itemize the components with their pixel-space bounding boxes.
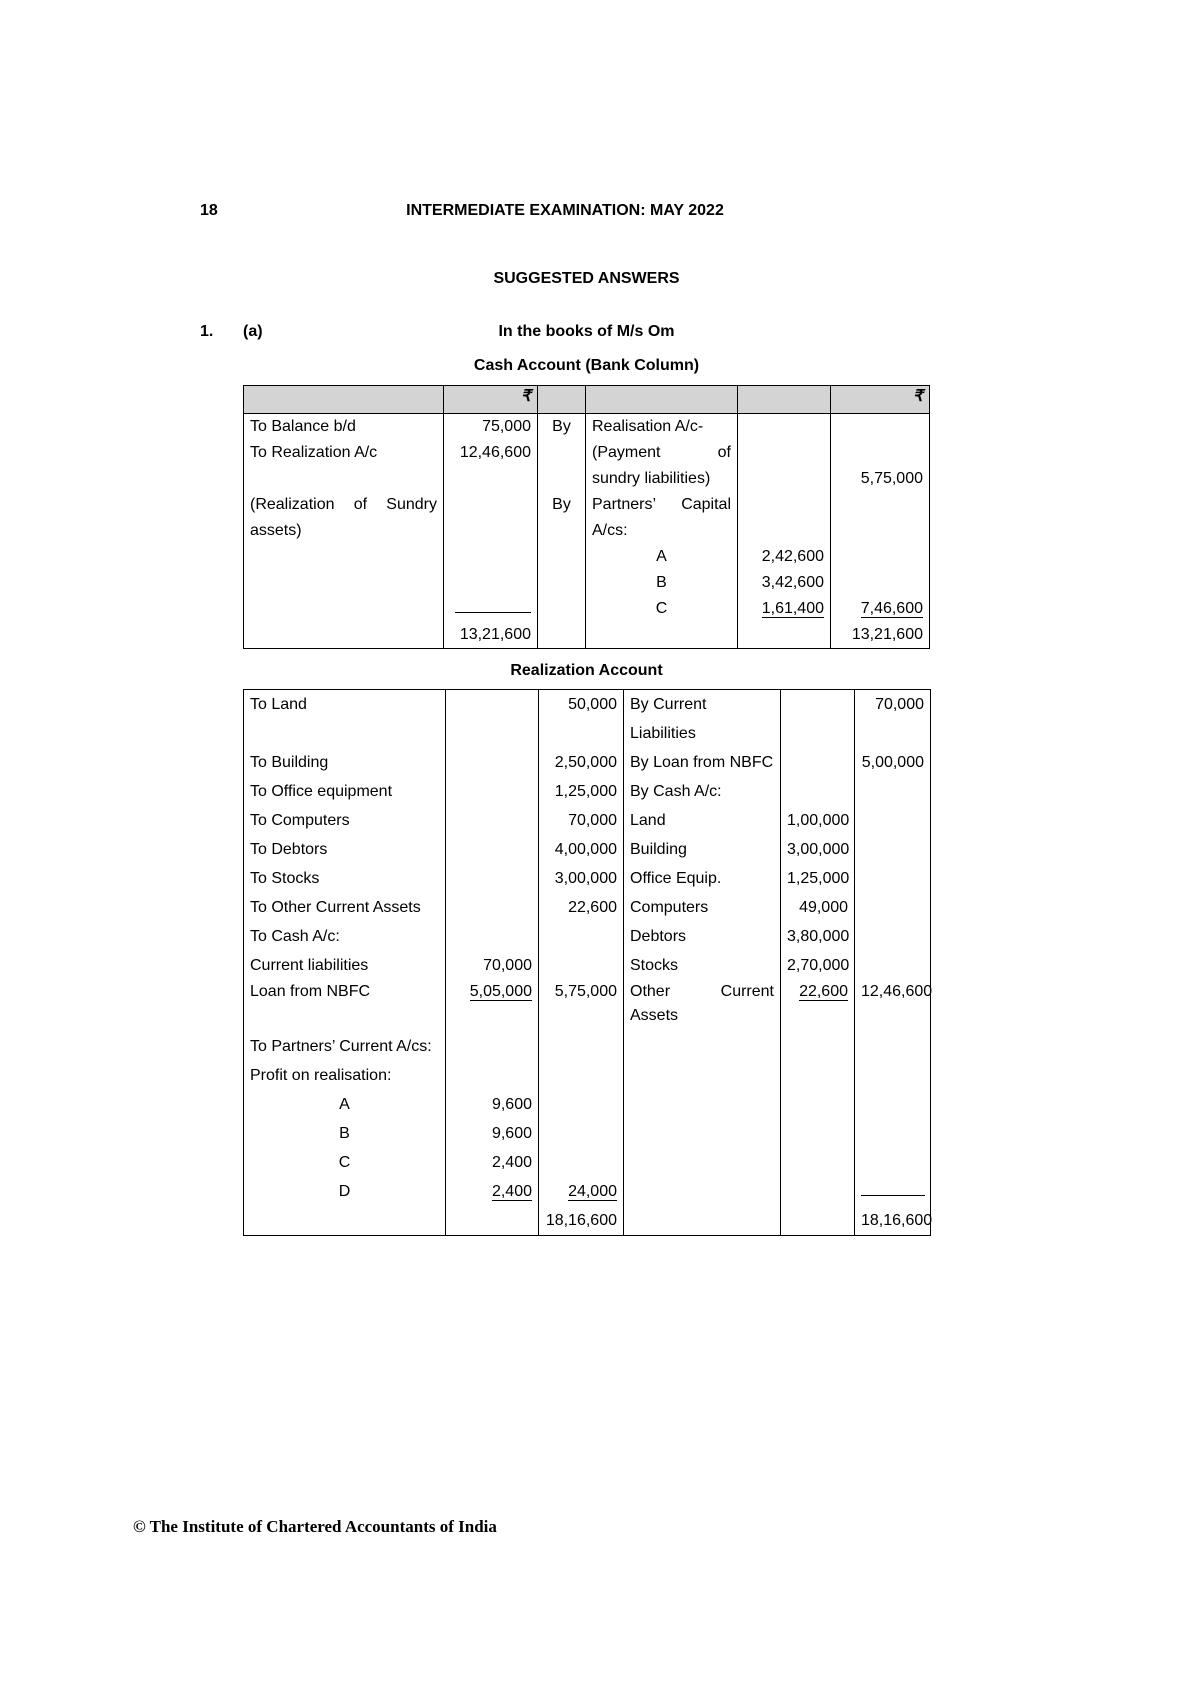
table-row: [244, 777, 931, 806]
cell-debit-particulars: To Office equipment: [244, 777, 446, 806]
table-row: [244, 1177, 931, 1206]
cell-debit-amount: [539, 1177, 624, 1206]
cell-debit-subamount: [446, 806, 539, 835]
table-row: [244, 835, 931, 864]
cell-credit-amount: [855, 1148, 931, 1177]
cell-debit-particulars: To Balance b/d: [244, 414, 444, 441]
cell-by-label: [538, 596, 586, 622]
header-blank-cell: [538, 386, 586, 414]
cell-debit-particulars: To Cash A/c:: [244, 922, 446, 951]
cell-partner-label: B: [586, 570, 738, 596]
cell-debit-particulars: [244, 466, 444, 492]
cell-debit-particulars: (Realization of Sundry: [244, 492, 444, 518]
table-row: [244, 1090, 931, 1119]
cell-debit-subamount: 9,600: [446, 1119, 539, 1148]
table-row: [244, 492, 930, 518]
cell-credit-particulars: A/cs:: [586, 518, 738, 544]
credit-particulars-line: Other Current: [630, 983, 774, 1000]
cell-debit-amount: 75,000: [444, 414, 538, 441]
cell-credit-subamount: 2,42,600: [738, 544, 831, 570]
cell-partner-label: C: [244, 1148, 446, 1177]
total-rule: [861, 1181, 925, 1196]
cell-debit-amount: 50,000: [539, 690, 624, 749]
subtotal-underlined: 22,600: [799, 983, 848, 1000]
table-row: [244, 806, 931, 835]
cell-debit-amount: 22,600: [539, 893, 624, 922]
cell-debit-amount: [444, 596, 538, 622]
cell-debit-particulars: [244, 1206, 446, 1236]
cell-credit-subamount: [781, 748, 855, 777]
cell-debit-particulars: [244, 570, 444, 596]
table-row: [244, 414, 930, 441]
cell-partner-label: B: [244, 1119, 446, 1148]
table-row: [244, 951, 931, 980]
cell-credit-amount: [831, 570, 930, 596]
cell-credit-particulars: [624, 1032, 781, 1061]
subtotal-underlined: 5,05,000: [469, 983, 532, 1000]
cell-debit-amount: [444, 492, 538, 518]
cell-debit-amount: 70,000: [539, 806, 624, 835]
cell-credit-subamount: [781, 1148, 855, 1177]
cell-credit-amount: [831, 414, 930, 441]
cell-debit-subamount: 2,400: [446, 1148, 539, 1177]
cell-debit-subamount: [446, 777, 539, 806]
cell-credit-amount: [855, 806, 931, 835]
cell-debit-particulars: [244, 596, 444, 622]
table-row: [244, 466, 930, 492]
cell-credit-particulars: [624, 1148, 781, 1177]
cell-credit-particulars: By Current Liabilities: [624, 690, 781, 749]
cell-debit-amount: 5,75,000: [539, 980, 624, 1032]
cell-credit-subamount: 1,00,000: [781, 806, 855, 835]
question-part: (a): [243, 323, 263, 340]
cell-credit-amount: [855, 864, 931, 893]
cell-debit-total: 18,16,600: [539, 1206, 624, 1236]
question-number: 1.: [200, 323, 214, 340]
cell-credit-amount: [855, 777, 931, 806]
cell-debit-amount: [444, 518, 538, 544]
cell-credit-subamount: [781, 690, 855, 749]
header-blank-cell: [586, 386, 738, 414]
cell-credit-amount: [855, 1090, 931, 1119]
cell-debit-subamount: [446, 1061, 539, 1090]
cell-debit-amount: 3,00,000: [539, 864, 624, 893]
cell-debit-subamount: [446, 864, 539, 893]
footer-copyright: © The Institute of Chartered Accountants of India: [133, 1517, 497, 1536]
realization-account-table: [243, 689, 931, 1236]
cell-credit-subamount: [781, 1206, 855, 1236]
cell-debit-subamount: [446, 1177, 539, 1206]
cell-credit-particulars: [586, 622, 738, 649]
cell-debit-subamount: [446, 980, 539, 1032]
total-rule: [455, 598, 531, 613]
cell-credit-particulars: Land: [624, 806, 781, 835]
cell-credit-subamount: [781, 777, 855, 806]
cell-partner-label: A: [244, 1090, 446, 1119]
cell-credit-amount: [855, 1061, 931, 1090]
cell-credit-subamount: 3,80,000: [781, 922, 855, 951]
cell-credit-subamount: [738, 622, 831, 649]
cell-partner-label: C: [586, 596, 738, 622]
cell-credit-subamount: 49,000: [781, 893, 855, 922]
table-row: [244, 518, 930, 544]
cell-credit-subamount: [738, 518, 831, 544]
table-row: [244, 690, 931, 749]
cell-debit-amount: [539, 1119, 624, 1148]
cell-credit-subamount: [781, 1090, 855, 1119]
cell-credit-amount: 70,000: [855, 690, 931, 749]
cell-credit-particulars: [624, 1119, 781, 1148]
cell-credit-amount: [831, 596, 930, 622]
cell-debit-subamount: [446, 1032, 539, 1061]
subtotal-underlined: 1,61,400: [761, 600, 824, 617]
table-header-row: [244, 386, 930, 414]
cell-credit-total: 13,21,600: [831, 622, 930, 649]
cell-debit-particulars: [244, 544, 444, 570]
cell-debit-amount: 2,50,000: [539, 748, 624, 777]
cell-debit-subamount: [446, 1206, 539, 1236]
cell-credit-subamount: [738, 414, 831, 441]
realization-account-title: Realization Account: [510, 662, 663, 679]
cell-credit-total: 18,16,600: [855, 1206, 931, 1236]
cell-debit-subamount: [446, 690, 539, 749]
table-row: [244, 1032, 931, 1061]
table-row: [244, 864, 931, 893]
cell-credit-particulars: Realisation A/c-: [586, 414, 738, 441]
table-row: [244, 570, 930, 596]
table-row: [244, 980, 931, 1032]
cell-partner-label: A: [586, 544, 738, 570]
cell-debit-particulars: Current liabilities: [244, 951, 446, 980]
cell-credit-amount: 12,46,600: [855, 980, 931, 1032]
cell-credit-amount: [831, 440, 930, 466]
currency-symbol: ₹: [444, 386, 538, 414]
cell-debit-particulars: Profit on realisation:: [244, 1061, 446, 1090]
cell-debit-subamount: 70,000: [446, 951, 539, 980]
cell-credit-subamount: [781, 1119, 855, 1148]
cell-credit-amount: [855, 951, 931, 980]
cell-debit-subamount: [446, 893, 539, 922]
header-blank-cell: [738, 386, 831, 414]
cell-credit-amount: [831, 518, 930, 544]
cell-credit-amount: 5,00,000: [855, 748, 931, 777]
cell-debit-amount: [539, 1061, 624, 1090]
cell-debit-particulars: To Other Current Assets: [244, 893, 446, 922]
subtotal-underlined: 24,000: [568, 1183, 617, 1200]
cell-debit-subamount: [446, 748, 539, 777]
cell-credit-particulars: [624, 1206, 781, 1236]
cell-by-label: [538, 518, 586, 544]
section-title: SUGGESTED ANSWERS: [493, 270, 680, 287]
cell-credit-subamount: [781, 1177, 855, 1206]
cell-debit-amount: 1,25,000: [539, 777, 624, 806]
cell-credit-subamount: 3,42,600: [738, 570, 831, 596]
cell-debit-particulars: To Computers: [244, 806, 446, 835]
table-row: [244, 893, 931, 922]
cell-credit-amount: [831, 492, 930, 518]
cell-credit-subamount: [738, 596, 831, 622]
cell-credit-subamount: 3,00,000: [781, 835, 855, 864]
page-number: 18: [200, 202, 218, 219]
cell-credit-amount: [855, 922, 931, 951]
cell-credit-particulars: sundry liabilities): [586, 466, 738, 492]
question-line: [0, 323, 1191, 345]
cell-debit-particulars: To Stocks: [244, 864, 446, 893]
table-row: [244, 544, 930, 570]
credit-particulars-line: Assets: [630, 1007, 679, 1024]
cell-credit-subamount: 2,70,000: [781, 951, 855, 980]
cell-debit-particulars: Loan from NBFC: [244, 980, 446, 1032]
cell-credit-particulars: Stocks: [624, 951, 781, 980]
cell-debit-amount: [539, 922, 624, 951]
cell-credit-amount: 5,75,000: [831, 466, 930, 492]
subtotal-underlined: 2,400: [491, 1183, 532, 1200]
cash-account-table: [243, 385, 930, 649]
cell-debit-particulars: To Land: [244, 690, 446, 749]
cell-credit-subamount: [738, 466, 831, 492]
cell-credit-subamount: [781, 1032, 855, 1061]
page-header: [0, 202, 1191, 224]
subtotal-underlined: 7,46,600: [860, 600, 923, 617]
cell-credit-particulars: Computers: [624, 893, 781, 922]
cell-credit-particulars: By Loan from NBFC: [624, 748, 781, 777]
cell-credit-amount: [855, 1032, 931, 1061]
cell-by-label: By: [538, 414, 586, 441]
cell-debit-amount: [444, 544, 538, 570]
exam-title: INTERMEDIATE EXAMINATION: MAY 2022: [406, 202, 724, 219]
cell-partner-label: D: [244, 1177, 446, 1206]
cell-debit-particulars: To Debtors: [244, 835, 446, 864]
cell-by-label: [538, 544, 586, 570]
cell-credit-particulars: (Payment of: [586, 440, 738, 466]
cell-debit-particulars: To Building: [244, 748, 446, 777]
cell-credit-particulars: [624, 1061, 781, 1090]
book-heading: In the books of M/s Om: [498, 323, 675, 340]
table-row: [244, 1119, 931, 1148]
table-row: [244, 596, 930, 622]
cell-debit-amount: [539, 1148, 624, 1177]
cell-by-label: [538, 466, 586, 492]
cell-by-label: [538, 440, 586, 466]
table-total-row: [244, 622, 930, 649]
cell-debit-amount: [539, 1090, 624, 1119]
table-row: [244, 440, 930, 466]
header-blank-cell: [244, 386, 444, 414]
cell-credit-particulars: Office Equip.: [624, 864, 781, 893]
table-row: [244, 1148, 931, 1177]
cell-credit-particulars: [624, 1177, 781, 1206]
cell-credit-amount: [831, 544, 930, 570]
table-row: [244, 1061, 931, 1090]
cell-debit-amount: 4,00,000: [539, 835, 624, 864]
cell-debit-subamount: [446, 922, 539, 951]
cell-debit-amount: 12,46,600: [444, 440, 538, 466]
cell-debit-subamount: 9,600: [446, 1090, 539, 1119]
cell-debit-particulars: [244, 622, 444, 649]
cell-credit-particulars: Building: [624, 835, 781, 864]
table-total-row: [244, 1206, 931, 1236]
cell-credit-subamount: [781, 1061, 855, 1090]
currency-symbol: ₹: [831, 386, 930, 414]
cell-credit-amount: [855, 1177, 931, 1206]
cell-debit-total: 13,21,600: [444, 622, 538, 649]
cell-by-label: [538, 570, 586, 596]
cell-credit-subamount: [738, 492, 831, 518]
cell-by-label: By: [538, 492, 586, 518]
cell-debit-amount: [444, 466, 538, 492]
cell-credit-amount: [855, 893, 931, 922]
cell-credit-particulars: Debtors: [624, 922, 781, 951]
cell-debit-particulars: To Realization A/c: [244, 440, 444, 466]
table-row: [244, 748, 931, 777]
cell-debit-amount: [539, 951, 624, 980]
cell-debit-amount: [444, 570, 538, 596]
cell-debit-particulars: assets): [244, 518, 444, 544]
table-row: [244, 922, 931, 951]
cell-credit-particulars: By Cash A/c:: [624, 777, 781, 806]
cell-debit-subamount: [446, 835, 539, 864]
cash-account-title: Cash Account (Bank Column): [473, 357, 700, 374]
cell-credit-subamount: 1,25,000: [781, 864, 855, 893]
cell-credit-subamount: [781, 980, 855, 1032]
cell-credit-amount: [855, 1119, 931, 1148]
cell-credit-particulars: Partners’ Capital: [586, 492, 738, 518]
cell-by-label: [538, 622, 586, 649]
cell-credit-amount: [855, 835, 931, 864]
cell-credit-subamount: [738, 440, 831, 466]
cell-credit-particulars: [624, 980, 781, 1032]
cell-debit-amount: [539, 1032, 624, 1061]
cell-credit-particulars: [624, 1090, 781, 1119]
cell-debit-particulars: To Partners’ Current A/cs:: [244, 1032, 446, 1061]
